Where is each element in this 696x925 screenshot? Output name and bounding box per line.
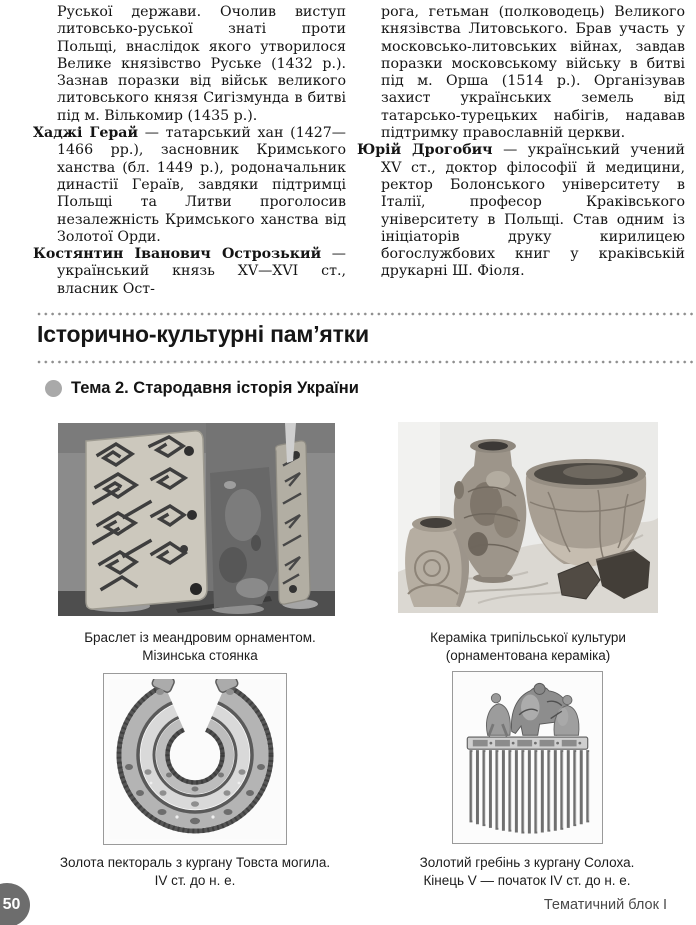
subsection-label: Тема 2. Стародавня історія України <box>71 379 359 397</box>
glossary-text: Руської держави. Очолив виступ литовсько-руської знаті проти Польщі, внаслідок якого утворилося Велике князівство Руське (1432 р.). Зазнав поразки від військ великого литовського князя Сигізмунда в битві під м. Вількомир (1435 р.). <box>57 4 346 124</box>
trypillia-ceramics-image <box>398 422 658 613</box>
figure-comb-photo <box>452 671 603 844</box>
caption-line: IV ст. до н. е. <box>154 873 236 888</box>
glossary-entry <box>357 142 685 280</box>
glossary-entry <box>33 125 346 246</box>
figure-caption <box>372 854 682 890</box>
figure-caption <box>25 854 365 890</box>
glossary-entry <box>33 4 346 125</box>
bracelet-meander-image <box>58 423 335 616</box>
golden-pectoral-image <box>109 679 281 839</box>
glossary-text: — татарський хан (1427—1466 рр.), засновник Кримського ханства (бл. 1449 р.), родоначальник династії Гераїв, завдяки підтримці Польщі та Литви проголосив незалежність Кримського ханства від Золотої Орди. <box>57 125 346 245</box>
caption-line: (орнаментована кераміка) <box>445 648 611 663</box>
figure-pectoral-photo <box>103 673 287 845</box>
dotted-rule-bottom <box>37 360 696 364</box>
footer-section-label: Тематичний блок I <box>543 897 667 913</box>
caption-line: Мізинська стоянка <box>142 648 258 663</box>
glossary-text: — український учений XV ст., доктор філософії й медицини, ректор Болонського університету в Італії, професор Краківського університету в Польщі. Став одним із ініціаторів друку кирилицею богослужбових книг у краківській друкарні Ш. Фіоля. <box>381 142 685 280</box>
page-number-badge: 50 <box>0 883 30 925</box>
glossary-term: Хаджі Герай <box>33 125 138 142</box>
figure-ceramics-photo <box>398 422 658 613</box>
subsection-heading <box>45 379 359 398</box>
glossary-text: — український князь XV—XVI ст., власник Ост- <box>57 246 346 297</box>
caption-line: Золота пектораль з кургану Товста могила. <box>59 855 331 870</box>
bullet-circle-icon <box>45 380 62 397</box>
glossary-text: рога, гетьман (полководець) Великого князівства Литовського. Брав участь у московсько-литовських війнах, завдав поразки московському війську в битві під м. Орша (1514 р.). Організував захист українських земель від татарсько-турецьких набігів, надавав підтримку православній церкви. <box>381 4 685 142</box>
caption-line: Кінець V — початок IV ст. до н. е. <box>423 873 631 888</box>
caption-line: Золотий гребінь з кургану Солоха. <box>419 855 635 870</box>
glossary-entry <box>33 246 346 298</box>
glossary-entry <box>357 4 685 142</box>
figure-caption <box>390 629 666 665</box>
dotted-rule-top <box>37 312 696 316</box>
glossary-right-column <box>357 4 685 281</box>
glossary-term: Костянтин Іванович Острозький <box>33 246 322 263</box>
section-title: Історично-культурні пам’ятки <box>37 321 369 347</box>
figure-caption <box>28 629 372 665</box>
caption-line: Кераміка трипільської культури <box>430 630 626 645</box>
figure-bracelet-photo <box>58 423 335 616</box>
glossary-left-column <box>33 4 346 298</box>
glossary-term: Юрій Дрогобич <box>357 142 493 159</box>
golden-comb-image <box>458 677 597 838</box>
caption-line: Браслет із меандровим орнаментом. <box>84 630 316 645</box>
